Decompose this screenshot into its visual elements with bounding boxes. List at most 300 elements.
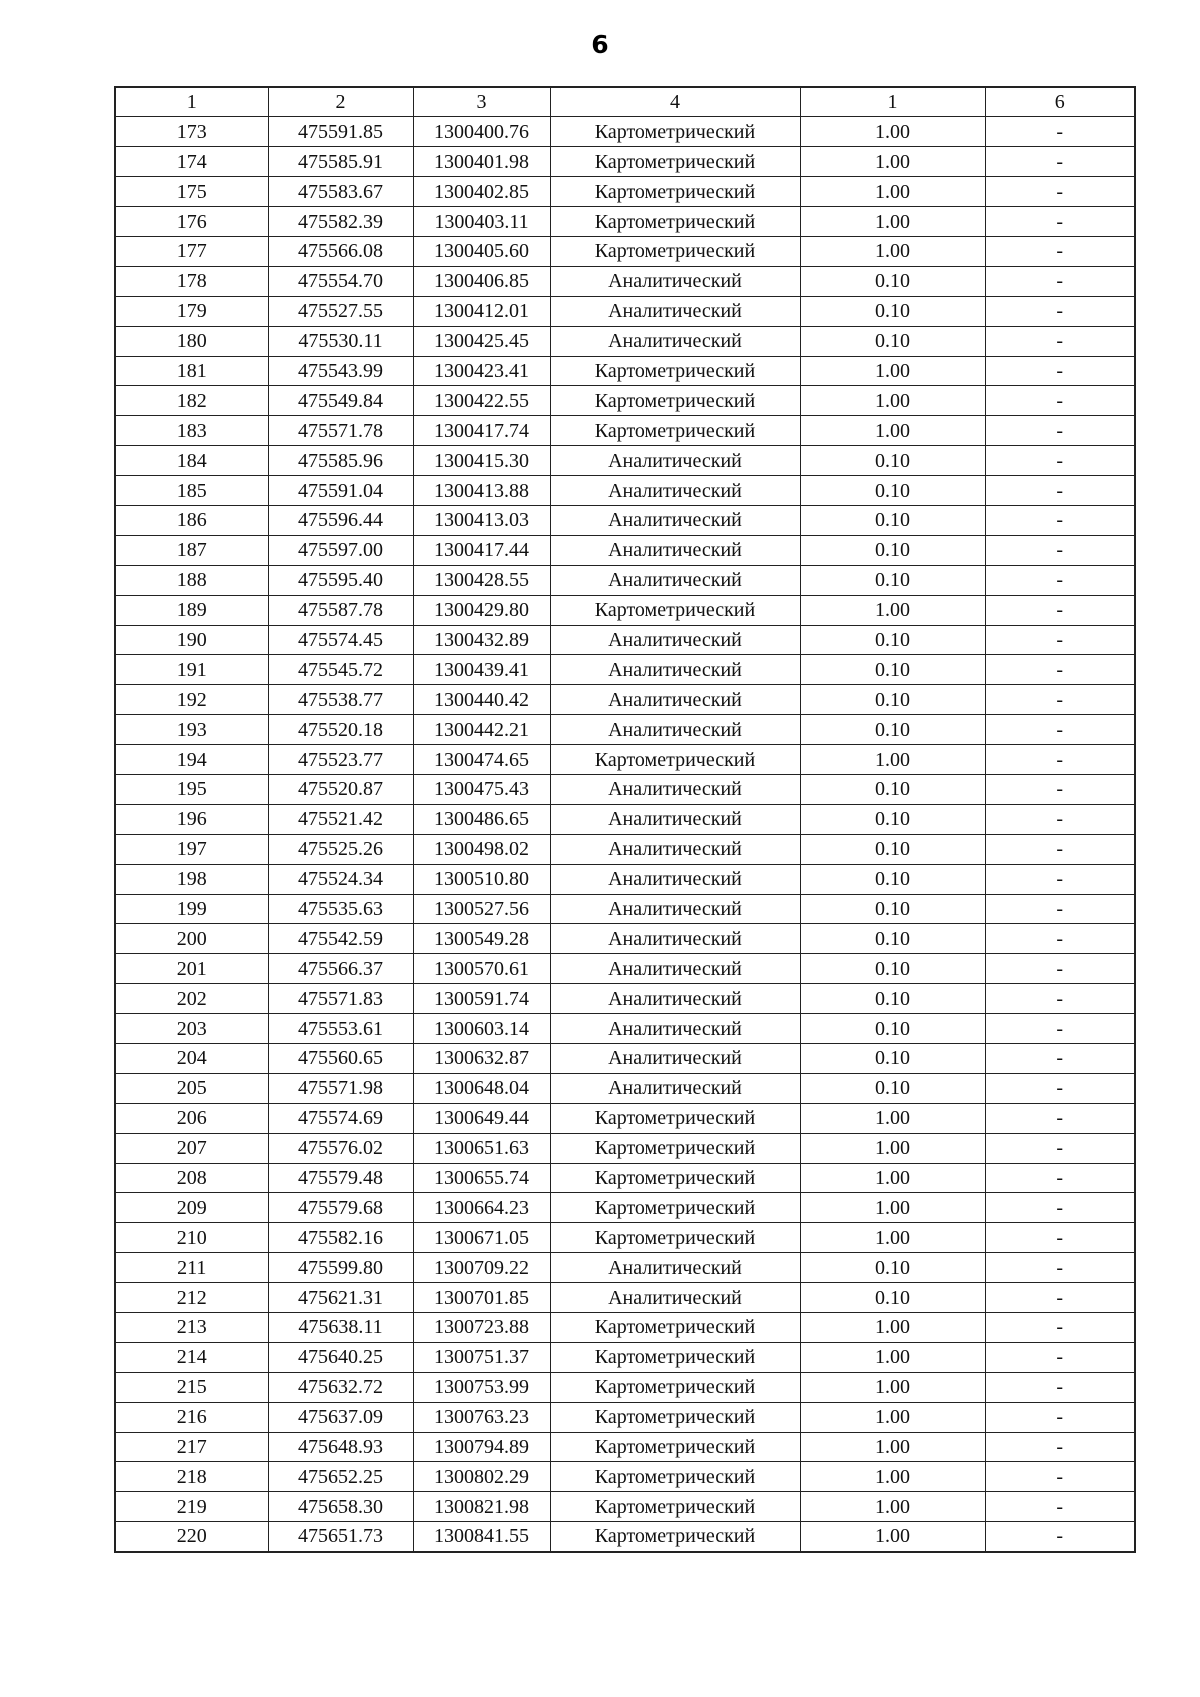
method-cell: Аналитический bbox=[550, 1253, 800, 1283]
y-coordinate-cell: 1300709.22 bbox=[413, 1253, 550, 1283]
x-coordinate-cell: 475549.84 bbox=[268, 386, 413, 416]
accuracy-cell: 1.00 bbox=[800, 177, 985, 207]
table-row bbox=[115, 924, 1135, 954]
accuracy-cell: 0.10 bbox=[800, 326, 985, 356]
accuracy-cell: 1.00 bbox=[800, 207, 985, 237]
point-number-cell: 198 bbox=[115, 864, 268, 894]
y-coordinate-cell: 1300570.61 bbox=[413, 954, 550, 984]
method-cell: Аналитический bbox=[550, 685, 800, 715]
method-cell: Аналитический bbox=[550, 446, 800, 476]
point-number-cell: 178 bbox=[115, 266, 268, 296]
point-number-cell: 203 bbox=[115, 1014, 268, 1044]
method-cell: Аналитический bbox=[550, 774, 800, 804]
x-coordinate-cell: 475523.77 bbox=[268, 745, 413, 775]
point-number-cell: 199 bbox=[115, 894, 268, 924]
method-cell: Картометрический bbox=[550, 177, 800, 207]
table-row bbox=[115, 864, 1135, 894]
table-row bbox=[115, 655, 1135, 685]
point-number-cell: 195 bbox=[115, 774, 268, 804]
point-number-cell: 191 bbox=[115, 655, 268, 685]
table-row bbox=[115, 595, 1135, 625]
point-number-cell: 220 bbox=[115, 1522, 268, 1552]
point-number-cell: 209 bbox=[115, 1193, 268, 1223]
description-cell: - bbox=[985, 1522, 1135, 1552]
accuracy-cell: 0.10 bbox=[800, 1044, 985, 1074]
x-coordinate-cell: 475520.87 bbox=[268, 774, 413, 804]
table-row bbox=[115, 954, 1135, 984]
point-number-cell: 205 bbox=[115, 1073, 268, 1103]
x-coordinate-cell: 475640.25 bbox=[268, 1342, 413, 1372]
table-row bbox=[115, 685, 1135, 715]
table-row bbox=[115, 984, 1135, 1014]
description-cell: - bbox=[985, 1014, 1135, 1044]
y-coordinate-cell: 1300651.63 bbox=[413, 1133, 550, 1163]
table-row bbox=[115, 147, 1135, 177]
description-cell: - bbox=[985, 1372, 1135, 1402]
y-coordinate-cell: 1300425.45 bbox=[413, 326, 550, 356]
y-coordinate-cell: 1300429.80 bbox=[413, 595, 550, 625]
accuracy-cell: 0.10 bbox=[800, 446, 985, 476]
description-cell: - bbox=[985, 505, 1135, 535]
y-coordinate-cell: 1300763.23 bbox=[413, 1402, 550, 1432]
method-cell: Аналитический bbox=[550, 954, 800, 984]
point-number-cell: 185 bbox=[115, 476, 268, 506]
method-cell: Картометрический bbox=[550, 595, 800, 625]
x-coordinate-cell: 475574.45 bbox=[268, 625, 413, 655]
x-coordinate-cell: 475524.34 bbox=[268, 864, 413, 894]
table-row bbox=[115, 1492, 1135, 1522]
table-row bbox=[115, 774, 1135, 804]
accuracy-cell: 0.10 bbox=[800, 1283, 985, 1313]
table-row bbox=[115, 1402, 1135, 1432]
method-cell: Аналитический bbox=[550, 984, 800, 1014]
method-cell: Аналитический bbox=[550, 476, 800, 506]
accuracy-cell: 1.00 bbox=[800, 1133, 985, 1163]
description-cell: - bbox=[985, 984, 1135, 1014]
table-row bbox=[115, 416, 1135, 446]
y-coordinate-cell: 1300486.65 bbox=[413, 804, 550, 834]
method-cell: Аналитический bbox=[550, 655, 800, 685]
table-row bbox=[115, 1103, 1135, 1133]
accuracy-cell: 1.00 bbox=[800, 1313, 985, 1343]
y-coordinate-cell: 1300422.55 bbox=[413, 386, 550, 416]
header-cell-col-6: 6 bbox=[985, 87, 1135, 117]
method-cell: Картометрический bbox=[550, 236, 800, 266]
method-cell: Картометрический bbox=[550, 1402, 800, 1432]
point-number-cell: 212 bbox=[115, 1283, 268, 1313]
table-row bbox=[115, 715, 1135, 745]
accuracy-cell: 1.00 bbox=[800, 1163, 985, 1193]
point-number-cell: 196 bbox=[115, 804, 268, 834]
table-row bbox=[115, 625, 1135, 655]
accuracy-cell: 0.10 bbox=[800, 1073, 985, 1103]
method-cell: Картометрический bbox=[550, 416, 800, 446]
point-number-cell: 214 bbox=[115, 1342, 268, 1372]
accuracy-cell: 1.00 bbox=[800, 1193, 985, 1223]
accuracy-cell: 1.00 bbox=[800, 745, 985, 775]
x-coordinate-cell: 475574.69 bbox=[268, 1103, 413, 1133]
y-coordinate-cell: 1300498.02 bbox=[413, 834, 550, 864]
table-row bbox=[115, 1133, 1135, 1163]
table-row bbox=[115, 1342, 1135, 1372]
method-cell: Картометрический bbox=[550, 1432, 800, 1462]
x-coordinate-cell: 475576.02 bbox=[268, 1133, 413, 1163]
page-number: 6 bbox=[591, 30, 609, 59]
description-cell: - bbox=[985, 535, 1135, 565]
point-number-cell: 186 bbox=[115, 505, 268, 535]
x-coordinate-cell: 475632.72 bbox=[268, 1372, 413, 1402]
table-row bbox=[115, 177, 1135, 207]
accuracy-cell: 1.00 bbox=[800, 236, 985, 266]
method-cell: Аналитический bbox=[550, 864, 800, 894]
method-cell: Картометрический bbox=[550, 1103, 800, 1133]
y-coordinate-cell: 1300527.56 bbox=[413, 894, 550, 924]
y-coordinate-cell: 1300655.74 bbox=[413, 1163, 550, 1193]
y-coordinate-cell: 1300440.42 bbox=[413, 685, 550, 715]
description-cell: - bbox=[985, 356, 1135, 386]
method-cell: Картометрический bbox=[550, 117, 800, 147]
y-coordinate-cell: 1300751.37 bbox=[413, 1342, 550, 1372]
accuracy-cell: 0.10 bbox=[800, 505, 985, 535]
method-cell: Аналитический bbox=[550, 505, 800, 535]
x-coordinate-cell: 475579.48 bbox=[268, 1163, 413, 1193]
point-number-cell: 218 bbox=[115, 1462, 268, 1492]
point-number-cell: 216 bbox=[115, 1402, 268, 1432]
x-coordinate-cell: 475596.44 bbox=[268, 505, 413, 535]
y-coordinate-cell: 1300413.88 bbox=[413, 476, 550, 506]
method-cell: Аналитический bbox=[550, 565, 800, 595]
accuracy-cell: 1.00 bbox=[800, 1492, 985, 1522]
x-coordinate-cell: 475527.55 bbox=[268, 296, 413, 326]
point-number-cell: 211 bbox=[115, 1253, 268, 1283]
method-cell: Картометрический bbox=[550, 207, 800, 237]
method-cell: Картометрический bbox=[550, 1313, 800, 1343]
accuracy-cell: 1.00 bbox=[800, 416, 985, 446]
accuracy-cell: 0.10 bbox=[800, 1014, 985, 1044]
method-cell: Аналитический bbox=[550, 326, 800, 356]
description-cell: - bbox=[985, 1253, 1135, 1283]
y-coordinate-cell: 1300423.41 bbox=[413, 356, 550, 386]
table-row bbox=[115, 804, 1135, 834]
description-cell: - bbox=[985, 296, 1135, 326]
description-cell: - bbox=[985, 416, 1135, 446]
point-number-cell: 204 bbox=[115, 1044, 268, 1074]
point-number-cell: 213 bbox=[115, 1313, 268, 1343]
method-cell: Аналитический bbox=[550, 834, 800, 864]
x-coordinate-cell: 475566.37 bbox=[268, 954, 413, 984]
y-coordinate-cell: 1300549.28 bbox=[413, 924, 550, 954]
table-row bbox=[115, 834, 1135, 864]
y-coordinate-cell: 1300671.05 bbox=[413, 1223, 550, 1253]
y-coordinate-cell: 1300821.98 bbox=[413, 1492, 550, 1522]
table-row bbox=[115, 326, 1135, 356]
method-cell: Аналитический bbox=[550, 715, 800, 745]
description-cell: - bbox=[985, 745, 1135, 775]
method-cell: Картометрический bbox=[550, 386, 800, 416]
y-coordinate-cell: 1300510.80 bbox=[413, 864, 550, 894]
accuracy-cell: 0.10 bbox=[800, 924, 985, 954]
x-coordinate-cell: 475591.85 bbox=[268, 117, 413, 147]
x-coordinate-cell: 475571.98 bbox=[268, 1073, 413, 1103]
x-coordinate-cell: 475553.61 bbox=[268, 1014, 413, 1044]
description-cell: - bbox=[985, 446, 1135, 476]
x-coordinate-cell: 475560.65 bbox=[268, 1044, 413, 1074]
accuracy-cell: 0.10 bbox=[800, 565, 985, 595]
x-coordinate-cell: 475545.72 bbox=[268, 655, 413, 685]
header-cell-col-1: 1 bbox=[115, 87, 268, 117]
accuracy-cell: 0.10 bbox=[800, 864, 985, 894]
point-number-cell: 193 bbox=[115, 715, 268, 745]
table-row bbox=[115, 745, 1135, 775]
table-row bbox=[115, 1253, 1135, 1283]
point-number-cell: 206 bbox=[115, 1103, 268, 1133]
method-cell: Картометрический bbox=[550, 1223, 800, 1253]
method-cell: Картометрический bbox=[550, 356, 800, 386]
table-row bbox=[115, 505, 1135, 535]
description-cell: - bbox=[985, 1133, 1135, 1163]
y-coordinate-cell: 1300794.89 bbox=[413, 1432, 550, 1462]
accuracy-cell: 0.10 bbox=[800, 535, 985, 565]
description-cell: - bbox=[985, 1432, 1135, 1462]
x-coordinate-cell: 475543.99 bbox=[268, 356, 413, 386]
method-cell: Аналитический bbox=[550, 625, 800, 655]
accuracy-cell: 0.10 bbox=[800, 954, 985, 984]
method-cell: Аналитический bbox=[550, 535, 800, 565]
x-coordinate-cell: 475582.16 bbox=[268, 1223, 413, 1253]
point-number-cell: 189 bbox=[115, 595, 268, 625]
x-coordinate-cell: 475571.83 bbox=[268, 984, 413, 1014]
x-coordinate-cell: 475597.00 bbox=[268, 535, 413, 565]
description-cell: - bbox=[985, 864, 1135, 894]
description-cell: - bbox=[985, 177, 1135, 207]
description-cell: - bbox=[985, 565, 1135, 595]
x-coordinate-cell: 475585.96 bbox=[268, 446, 413, 476]
table-row bbox=[115, 386, 1135, 416]
table-row bbox=[115, 476, 1135, 506]
x-coordinate-cell: 475599.80 bbox=[268, 1253, 413, 1283]
x-coordinate-cell: 475538.77 bbox=[268, 685, 413, 715]
x-coordinate-cell: 475535.63 bbox=[268, 894, 413, 924]
header-row bbox=[115, 87, 1135, 117]
y-coordinate-cell: 1300649.44 bbox=[413, 1103, 550, 1133]
method-cell: Картометрический bbox=[550, 1193, 800, 1223]
table-row bbox=[115, 236, 1135, 266]
point-number-cell: 215 bbox=[115, 1372, 268, 1402]
table-row bbox=[115, 1313, 1135, 1343]
x-coordinate-cell: 475585.91 bbox=[268, 147, 413, 177]
method-cell: Аналитический bbox=[550, 1073, 800, 1103]
description-cell: - bbox=[985, 1044, 1135, 1074]
table-row bbox=[115, 356, 1135, 386]
table-row bbox=[115, 1432, 1135, 1462]
table-row bbox=[115, 1044, 1135, 1074]
description-cell: - bbox=[985, 1492, 1135, 1522]
description-cell: - bbox=[985, 774, 1135, 804]
x-coordinate-cell: 475571.78 bbox=[268, 416, 413, 446]
accuracy-cell: 0.10 bbox=[800, 655, 985, 685]
point-number-cell: 219 bbox=[115, 1492, 268, 1522]
x-coordinate-cell: 475658.30 bbox=[268, 1492, 413, 1522]
accuracy-cell: 0.10 bbox=[800, 984, 985, 1014]
point-number-cell: 210 bbox=[115, 1223, 268, 1253]
accuracy-cell: 1.00 bbox=[800, 1402, 985, 1432]
table-row bbox=[115, 1193, 1135, 1223]
x-coordinate-cell: 475521.42 bbox=[268, 804, 413, 834]
method-cell: Аналитический bbox=[550, 266, 800, 296]
accuracy-cell: 0.10 bbox=[800, 894, 985, 924]
method-cell: Аналитический bbox=[550, 924, 800, 954]
accuracy-cell: 1.00 bbox=[800, 1522, 985, 1552]
y-coordinate-cell: 1300417.44 bbox=[413, 535, 550, 565]
accuracy-cell: 0.10 bbox=[800, 476, 985, 506]
accuracy-cell: 0.10 bbox=[800, 804, 985, 834]
description-cell: - bbox=[985, 1193, 1135, 1223]
table-row bbox=[115, 446, 1135, 476]
method-cell: Аналитический bbox=[550, 1014, 800, 1044]
y-coordinate-cell: 1300603.14 bbox=[413, 1014, 550, 1044]
method-cell: Картометрический bbox=[550, 1492, 800, 1522]
point-number-cell: 180 bbox=[115, 326, 268, 356]
header-cell-col-3: 3 bbox=[413, 87, 550, 117]
point-number-cell: 173 bbox=[115, 117, 268, 147]
description-cell: - bbox=[985, 386, 1135, 416]
x-coordinate-cell: 475579.68 bbox=[268, 1193, 413, 1223]
y-coordinate-cell: 1300406.85 bbox=[413, 266, 550, 296]
point-number-cell: 188 bbox=[115, 565, 268, 595]
x-coordinate-cell: 475591.04 bbox=[268, 476, 413, 506]
point-number-cell: 207 bbox=[115, 1133, 268, 1163]
header-cell-col-5: 1 bbox=[800, 87, 985, 117]
point-number-cell: 179 bbox=[115, 296, 268, 326]
description-cell: - bbox=[985, 834, 1135, 864]
point-number-cell: 182 bbox=[115, 386, 268, 416]
description-cell: - bbox=[985, 894, 1135, 924]
accuracy-cell: 0.10 bbox=[800, 266, 985, 296]
accuracy-cell: 1.00 bbox=[800, 117, 985, 147]
point-number-cell: 187 bbox=[115, 535, 268, 565]
accuracy-cell: 1.00 bbox=[800, 386, 985, 416]
y-coordinate-cell: 1300841.55 bbox=[413, 1522, 550, 1552]
table-row bbox=[115, 1372, 1135, 1402]
x-coordinate-cell: 475638.11 bbox=[268, 1313, 413, 1343]
accuracy-cell: 0.10 bbox=[800, 715, 985, 745]
point-number-cell: 184 bbox=[115, 446, 268, 476]
accuracy-cell: 0.10 bbox=[800, 625, 985, 655]
header-cell-col-2: 2 bbox=[268, 87, 413, 117]
table-row bbox=[115, 1462, 1135, 1492]
table-row bbox=[115, 266, 1135, 296]
y-coordinate-cell: 1300415.30 bbox=[413, 446, 550, 476]
method-cell: Аналитический bbox=[550, 894, 800, 924]
x-coordinate-cell: 475648.93 bbox=[268, 1432, 413, 1462]
y-coordinate-cell: 1300475.43 bbox=[413, 774, 550, 804]
x-coordinate-cell: 475566.08 bbox=[268, 236, 413, 266]
description-cell: - bbox=[985, 1462, 1135, 1492]
description-cell: - bbox=[985, 685, 1135, 715]
table-row bbox=[115, 565, 1135, 595]
table-header bbox=[115, 87, 1135, 117]
accuracy-cell: 1.00 bbox=[800, 1223, 985, 1253]
y-coordinate-cell: 1300701.85 bbox=[413, 1283, 550, 1313]
accuracy-cell: 1.00 bbox=[800, 1342, 985, 1372]
point-number-cell: 190 bbox=[115, 625, 268, 655]
accuracy-cell: 1.00 bbox=[800, 356, 985, 386]
accuracy-cell: 1.00 bbox=[800, 1372, 985, 1402]
x-coordinate-cell: 475595.40 bbox=[268, 565, 413, 595]
method-cell: Картометрический bbox=[550, 1342, 800, 1372]
description-cell: - bbox=[985, 625, 1135, 655]
accuracy-cell: 0.10 bbox=[800, 685, 985, 715]
point-number-cell: 174 bbox=[115, 147, 268, 177]
y-coordinate-cell: 1300439.41 bbox=[413, 655, 550, 685]
y-coordinate-cell: 1300400.76 bbox=[413, 117, 550, 147]
description-cell: - bbox=[985, 595, 1135, 625]
description-cell: - bbox=[985, 804, 1135, 834]
x-coordinate-cell: 475525.26 bbox=[268, 834, 413, 864]
accuracy-cell: 0.10 bbox=[800, 296, 985, 326]
accuracy-cell: 1.00 bbox=[800, 1462, 985, 1492]
description-cell: - bbox=[985, 715, 1135, 745]
table-row bbox=[115, 1073, 1135, 1103]
y-coordinate-cell: 1300664.23 bbox=[413, 1193, 550, 1223]
y-coordinate-cell: 1300591.74 bbox=[413, 984, 550, 1014]
description-cell: - bbox=[985, 236, 1135, 266]
accuracy-cell: 1.00 bbox=[800, 595, 985, 625]
description-cell: - bbox=[985, 1283, 1135, 1313]
table-row bbox=[115, 1283, 1135, 1313]
point-number-cell: 208 bbox=[115, 1163, 268, 1193]
table-row bbox=[115, 1223, 1135, 1253]
y-coordinate-cell: 1300432.89 bbox=[413, 625, 550, 655]
description-cell: - bbox=[985, 1313, 1135, 1343]
description-cell: - bbox=[985, 1103, 1135, 1133]
description-cell: - bbox=[985, 117, 1135, 147]
accuracy-cell: 0.10 bbox=[800, 834, 985, 864]
description-cell: - bbox=[985, 1073, 1135, 1103]
method-cell: Картометрический bbox=[550, 1133, 800, 1163]
x-coordinate-cell: 475637.09 bbox=[268, 1402, 413, 1432]
point-number-cell: 192 bbox=[115, 685, 268, 715]
point-number-cell: 181 bbox=[115, 356, 268, 386]
x-coordinate-cell: 475621.31 bbox=[268, 1283, 413, 1313]
description-cell: - bbox=[985, 1163, 1135, 1193]
y-coordinate-cell: 1300405.60 bbox=[413, 236, 550, 266]
accuracy-cell: 1.00 bbox=[800, 147, 985, 177]
y-coordinate-cell: 1300402.85 bbox=[413, 177, 550, 207]
description-cell: - bbox=[985, 655, 1135, 685]
y-coordinate-cell: 1300413.03 bbox=[413, 505, 550, 535]
method-cell: Картометрический bbox=[550, 1372, 800, 1402]
method-cell: Картометрический bbox=[550, 1163, 800, 1193]
x-coordinate-cell: 475520.18 bbox=[268, 715, 413, 745]
point-number-cell: 202 bbox=[115, 984, 268, 1014]
x-coordinate-cell: 475652.25 bbox=[268, 1462, 413, 1492]
description-cell: - bbox=[985, 266, 1135, 296]
description-cell: - bbox=[985, 147, 1135, 177]
method-cell: Аналитический bbox=[550, 804, 800, 834]
table-body bbox=[115, 117, 1135, 1552]
table-row bbox=[115, 535, 1135, 565]
method-cell: Аналитический bbox=[550, 1283, 800, 1313]
x-coordinate-cell: 475651.73 bbox=[268, 1522, 413, 1552]
x-coordinate-cell: 475554.70 bbox=[268, 266, 413, 296]
point-number-cell: 183 bbox=[115, 416, 268, 446]
table-row bbox=[115, 207, 1135, 237]
description-cell: - bbox=[985, 326, 1135, 356]
coordinates-table bbox=[114, 86, 1136, 1553]
table-row bbox=[115, 1014, 1135, 1044]
accuracy-cell: 0.10 bbox=[800, 774, 985, 804]
